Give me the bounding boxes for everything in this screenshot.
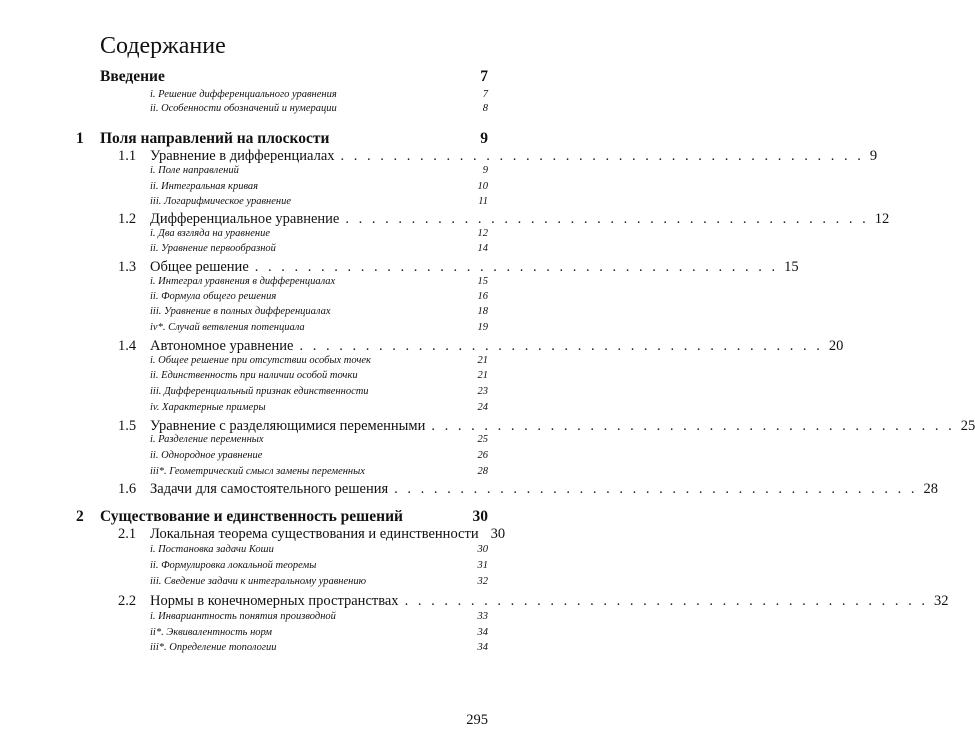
sub-entry[interactable] — [150, 370, 488, 381]
entry-page-number: 14 — [477, 243, 488, 254]
sub-entry[interactable] — [150, 276, 488, 287]
entry-label: iii. Логарифмическое уравнение — [150, 196, 292, 207]
sub-entry[interactable] — [150, 181, 488, 192]
section-entry[interactable] — [118, 338, 844, 355]
entry-label: Введение — [100, 68, 165, 85]
entry-label: i. Общее решение при отсутствии особых точек — [150, 355, 371, 366]
entry-label: ii. Особенности обозначений и нумерации — [150, 103, 337, 114]
sub-entry[interactable] — [150, 322, 488, 333]
sub-entry[interactable] — [150, 627, 488, 638]
sub-entry[interactable] — [150, 243, 488, 254]
sub-entry[interactable] — [150, 386, 488, 397]
entry-page-number: 15 — [784, 259, 799, 275]
entry-label: iii*. Геометрический смысл замены переменных — [150, 466, 365, 477]
entry-page-number: 21 — [477, 355, 488, 366]
sub-entry[interactable] — [150, 196, 488, 207]
entry-page-number: 12 — [874, 211, 890, 227]
entry-label: Существование и единственность решений — [100, 508, 403, 525]
leader-dots: . . . . . . . . . . . . . . . . . . . . . . . . . . . . . . . . . . . . . . . . — [394, 481, 918, 497]
sub-entry[interactable] — [150, 434, 488, 445]
entry-label: i. Интеграл уравнения в дифференциалах — [150, 276, 336, 287]
entry-page-number: 18 — [477, 306, 488, 317]
section-entry[interactable] — [118, 593, 949, 610]
sub-entry[interactable] — [150, 560, 488, 571]
sub-entry[interactable] — [150, 291, 488, 302]
sub-entry[interactable] — [150, 576, 488, 587]
section-number: 2.2 — [118, 593, 137, 609]
section-entry[interactable] — [118, 148, 878, 165]
entry-page-number: 10 — [477, 181, 488, 192]
sub-entry[interactable] — [150, 228, 488, 239]
leader-dots: . . . . . . . . . . . . . . . . . . . . . . . . . . . . . . . . . . . . . . . . — [254, 259, 779, 275]
entry-label: Общее решение — [150, 259, 249, 275]
entry-label: i. Разделение переменных — [150, 434, 264, 445]
section-entry[interactable] — [118, 259, 799, 276]
section-number: 1.6 — [118, 481, 137, 497]
entry-label: iii. Дифференциальный признак единственности — [150, 386, 369, 397]
entry-page-number: 34 — [477, 627, 488, 638]
sub-entry[interactable] — [150, 402, 488, 413]
leader-dots: . . . . . . . . . . . . . . . . . . . . . . . . . . . . . . . . . . . . . . . . — [345, 211, 869, 227]
sub-entry[interactable] — [150, 450, 488, 461]
entry-page-number: 20 — [828, 338, 844, 354]
section-entry[interactable] — [118, 211, 890, 228]
sub-entry[interactable] — [150, 611, 488, 622]
entry-page-number: 21 — [477, 370, 488, 381]
entry-page-number: 33 — [477, 611, 488, 622]
entry-label: i. Инвариантность понятия производной — [150, 611, 336, 622]
entry-label: iii. Уравнение в полных дифференциалах — [150, 306, 331, 317]
entry-page-number: 9 — [869, 148, 878, 164]
section-entry[interactable] — [118, 526, 506, 543]
chapter-number: 1 — [76, 130, 84, 147]
entry-label: i. Поле направлений — [150, 165, 239, 176]
entry-label: iii*. Определение топологии — [150, 642, 277, 653]
entry-page-number: 24 — [477, 402, 488, 413]
section-number: 1.2 — [118, 211, 137, 227]
entry-label: iii. Сведение задачи к интегральному уравнению — [150, 576, 367, 587]
page-number: 295 — [466, 712, 488, 728]
entry-page-number: 11 — [478, 196, 488, 207]
entry-page-number: 15 — [477, 276, 488, 287]
entry-label: Уравнение в дифференциалах — [150, 148, 335, 164]
entry-page-number: 30 — [477, 544, 488, 555]
section-number: 1.1 — [118, 148, 137, 164]
entry-page-number: 25 — [477, 434, 488, 445]
section-number: 1.4 — [118, 338, 137, 354]
chapter-number: 2 — [76, 508, 84, 525]
section-entry[interactable] — [118, 418, 975, 435]
entry-page-number: 28 — [923, 481, 939, 497]
sub-entry[interactable] — [150, 89, 488, 100]
entry-page-number: 26 — [477, 450, 488, 461]
sub-entry[interactable] — [150, 466, 488, 477]
entry-page-number: 7 — [480, 68, 488, 85]
entry-label: iv. Характерные примеры — [150, 402, 266, 413]
sub-entry[interactable] — [150, 355, 488, 366]
entry-page-number: 19 — [477, 322, 488, 333]
entry-label: Нормы в конечномерных пространствах — [150, 593, 399, 609]
entry-page-number: 31 — [477, 560, 488, 571]
entry-label: i. Два взгляда на уравнение — [150, 228, 270, 239]
entry-label: i. Решение дифференциального уравнения — [150, 89, 337, 100]
section-number: 2.1 — [118, 526, 137, 542]
sub-entry[interactable] — [150, 103, 488, 114]
entry-page-number: 30 — [472, 508, 488, 525]
entry-label: ii*. Эквивалентность норм — [150, 627, 272, 638]
entry-page-number: 9 — [482, 165, 488, 176]
entry-label: Автономное уравнение — [150, 338, 294, 354]
entry-label: Поля направлений на плоскости — [100, 130, 330, 147]
section-number: 1.3 — [118, 259, 137, 275]
entry-page-number: 12 — [477, 228, 488, 239]
entry-label: Дифференциальное уравнение — [150, 211, 340, 227]
entry-page-number: 28 — [477, 466, 488, 477]
sub-entry[interactable] — [150, 306, 488, 317]
chapter-entry[interactable] — [76, 130, 488, 148]
entry-label: iv*. Случай ветвления потенциала — [150, 322, 305, 333]
page-title: Содержание — [100, 33, 226, 59]
entry-label: Задачи для самостоятельного решения — [150, 481, 389, 497]
section-number: 1.5 — [118, 418, 137, 434]
entry-page-number: 8 — [482, 103, 488, 114]
entry-page-number: 7 — [482, 89, 488, 100]
entry-page-number: 32 — [477, 576, 488, 587]
leader-dots: . . . . . . . . . . . . . . . . . . . . . . . . . . . . . . . . . . . . . . . . — [404, 593, 928, 609]
entry-label: ii. Интегральная кривая — [150, 181, 259, 192]
entry-page-number: 23 — [477, 386, 488, 397]
entry-page-number: 16 — [477, 291, 488, 302]
entry-page-number: 9 — [480, 130, 488, 147]
entry-label: ii. Единственность при наличии особой точки — [150, 370, 358, 381]
entry-label: i. Постановка задачи Коши — [150, 544, 274, 555]
entry-label: ii. Уравнение первообразной — [150, 243, 276, 254]
sub-entry[interactable] — [150, 642, 488, 653]
entry-label: ii. Однородное уравнение — [150, 450, 263, 461]
leader-dots: . . . . . . . . . . . . . . . . . . . . . . . . . . . . . . . . . . . . . . . . — [340, 148, 864, 164]
entry-page-number: 30 — [490, 526, 506, 542]
leader-dots: . . . . . . . . . . . . . . . . . . . . . . . . . . . . . . . . . . . . . . . . — [431, 418, 955, 434]
entry-page-number: 25 — [960, 418, 975, 434]
entry-label: ii. Формула общего решения — [150, 291, 277, 302]
chapter-entry[interactable] — [100, 68, 488, 86]
entry-page-number: 34 — [477, 642, 488, 653]
sub-entry[interactable] — [150, 165, 488, 176]
leader-dots: . . . . . . . . . . . . . . . . . . . . . . . . . . . . . . . . . . . . . . . . — [299, 338, 823, 354]
entry-label: Уравнение с разделяющимися переменными — [150, 418, 426, 434]
section-entry[interactable] — [118, 481, 939, 498]
entry-label: Локальная теорема существования и единственности — [150, 526, 479, 542]
entry-label: ii. Формулировка локальной теоремы — [150, 560, 317, 571]
chapter-entry[interactable] — [76, 508, 488, 526]
entry-page-number: 32 — [933, 593, 949, 609]
sub-entry[interactable] — [150, 544, 488, 555]
